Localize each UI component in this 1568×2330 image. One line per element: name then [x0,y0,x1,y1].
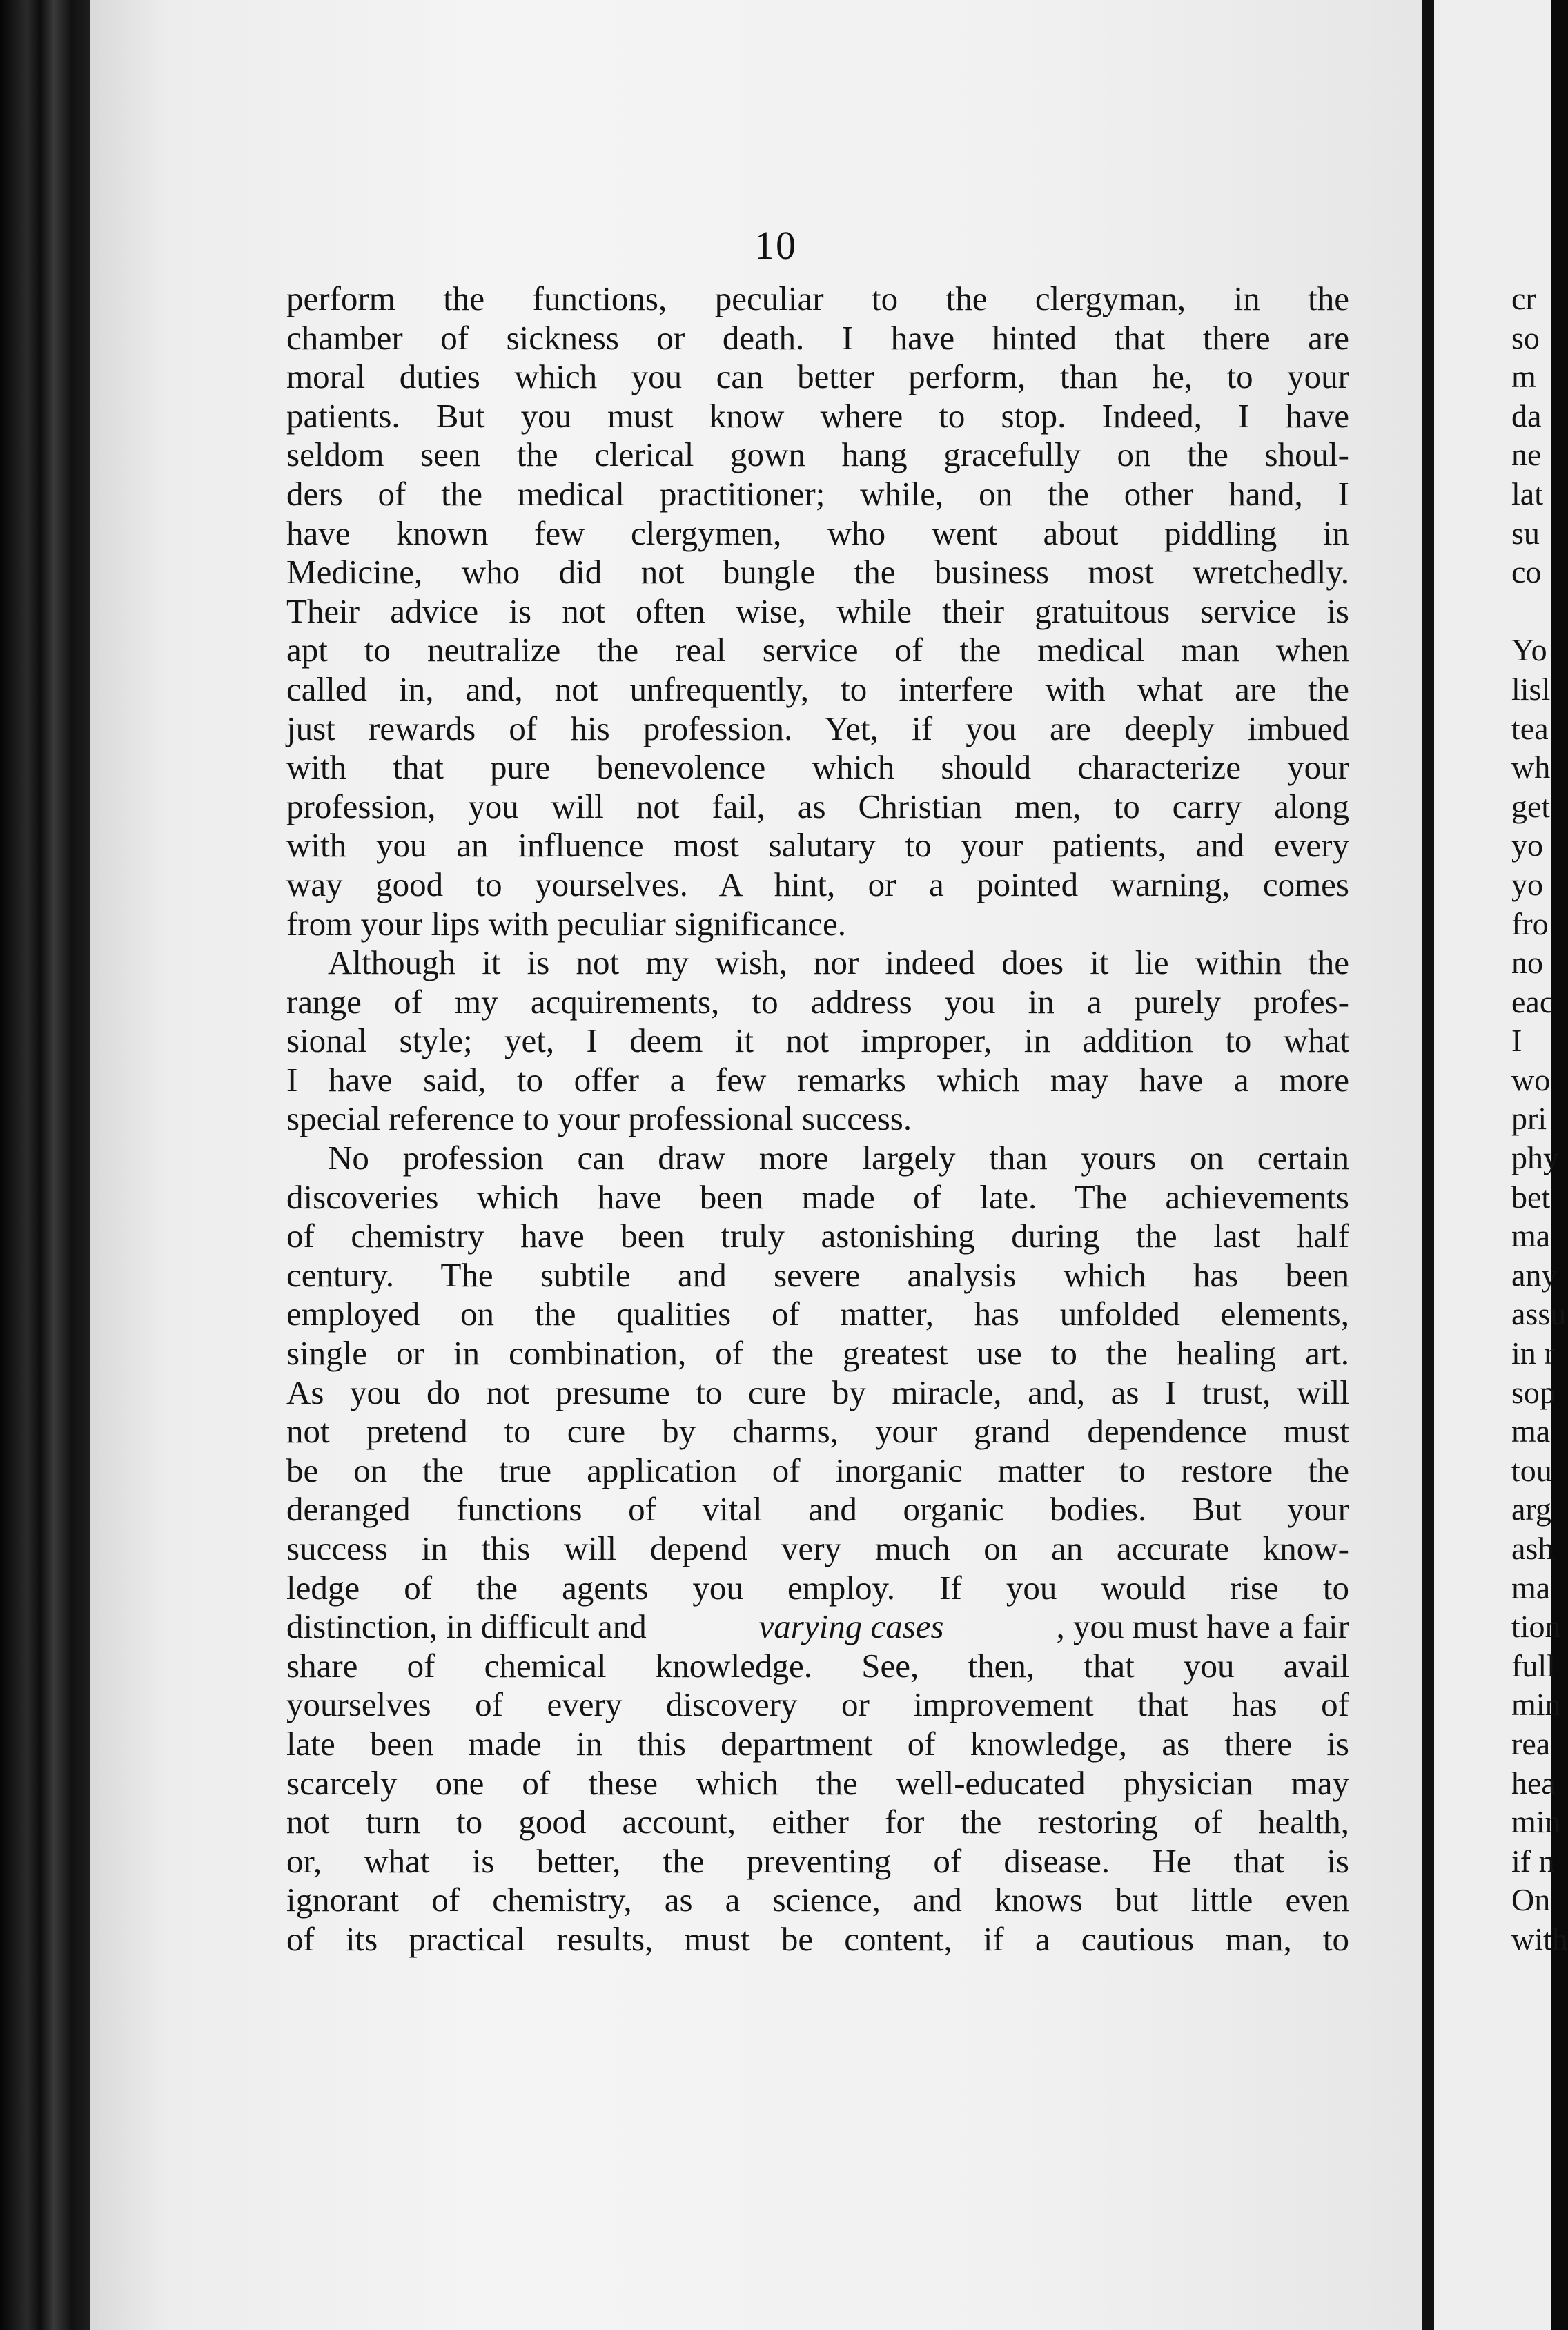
text-line: moral duties which you can better perform, than he, to your [286,358,1349,396]
facing-page-fragment: cr [1511,281,1536,316]
text-line: called in, and, not unfrequently, to interfere with what are the [286,669,1349,708]
text-line: ignorant of chemistry, as a science, and knows but little even [286,1881,1349,1919]
facing-page-fragment: min [1511,1687,1561,1723]
text-line: special reference to your professional success. [286,1099,912,1138]
text-line: seldom seen the clerical gown hang gracefully on the shoul- [286,435,1349,474]
text-line: perform the functions, peculiar to the clergyman, in the [286,280,1349,317]
facing-page-fragment: yo [1511,828,1543,863]
text-line: yourselves of every discovery or improvement that has of [286,1685,1349,1724]
facing-page-fragment: min [1511,1804,1561,1840]
facing-page-fragment [1511,592,1551,632]
text-line: have known few clergymen, who went about piddling in [286,513,1349,552]
text-line: sional style; yet, I deem it not improper, in addition to what [286,1021,1349,1060]
text-line: of chemistry have been truly astonishing during the last half [286,1217,1349,1255]
text-line: ledge of the agents you employ. If you would rise to [286,1568,1349,1607]
facing-page-fragment: no [1511,945,1543,981]
facing-page-fragment: with [1511,1921,1568,1957]
text-line: scarcely one of these which the well-educated physician may [286,1763,1349,1802]
facing-page-fragment: ma [1511,1569,1551,1605]
text-line: Their advice is not often wise, while their gratuitous service is [286,591,1349,630]
text-line: not turn to good account, either for the restoring of health, [286,1803,1349,1841]
facing-page-fragment: su [1511,515,1540,551]
facing-page-fragment: On [1511,1882,1551,1918]
facing-page-fragment: tou [1511,1452,1552,1488]
text-span: distinction, in difficult and [286,1607,647,1646]
text-line: just rewards of his profession. Yet, if you are deeply imbued [286,709,1349,747]
text-line: share of chemical knowledge. See, then, that you avail [286,1646,1349,1685]
facing-page-fragment: in r [1511,1335,1555,1371]
facing-page-fragment: ma [1511,1413,1551,1449]
text-line: No profession can draw more largely than yours on certain [328,1139,1349,1177]
facing-page-fragment: bet [1511,1179,1551,1215]
text-line: employed on the qualities of matter, has unfolded elements, [286,1295,1349,1333]
facing-page-fragment: ash [1511,1531,1554,1566]
facing-page-fragment: Yo [1511,632,1547,668]
facing-page-fragment: rea [1511,1725,1551,1761]
facing-page-fragment: lat [1511,476,1543,511]
text-line-with-italic [286,1607,1349,1647]
text-line: of its practical results, must be content, if a cautious man, to [286,1919,1349,1958]
facing-page-fragment: wo [1511,1061,1551,1097]
text-line: deranged functions of vital and organic bodies. But your [286,1490,1349,1529]
facing-page-fragment: full [1511,1647,1556,1683]
paragraph-2 [286,943,1349,1139]
facing-page-fragment: wh [1511,750,1551,785]
text-line: be on the true application of inorganic matter to restore the [286,1451,1349,1489]
page-number: 10 [754,223,797,268]
text-line: with you an influence most salutary to your patients, and every [286,826,1349,865]
text-line: single or in combination, of the greatest use to the healing art. [286,1334,1349,1373]
text-line: with that pure benevolence which should characterize your [286,748,1349,787]
facing-page-fragment: pri [1511,1101,1547,1137]
facing-page-text-fragments [1511,280,1568,1959]
text-line: or, what is better, the preventing of disease. He that is [286,1841,1349,1880]
facing-page-fragment: m [1511,359,1536,395]
facing-page-fragment: tion [1511,1609,1561,1645]
binding-edge [0,0,90,2330]
text-line: Medicine, who did not bungle the business most wretchedly. [286,553,1349,591]
text-line: way good to yourselves. A hint, or a pointed warning, comes [286,865,1349,903]
paragraph-1 [286,280,1349,943]
text-line: patients. But you must know where to stop. Indeed, I have [286,396,1349,435]
facing-page-fragment: arg [1511,1491,1551,1527]
text-line: century. The subtile and severe analysis which has been [286,1255,1349,1294]
facing-page-fragment: hea [1511,1765,1556,1801]
page-body-text [286,280,1349,1959]
italic-phrase: varying cases [758,1607,944,1646]
facing-page-fragment: ne [1511,437,1542,473]
facing-page-fragment: I [1511,1023,1522,1059]
facing-page-fragment: lisl [1511,671,1551,707]
text-line: range of my acquirements, to address you in a purely profes- [286,982,1349,1021]
facing-page-fragment: any [1511,1257,1558,1293]
facing-page-fragment: yo [1511,866,1543,902]
facing-page-fragment: assu [1511,1296,1567,1332]
text-line: profession, you will not fail, as Christian men, to carry along [286,787,1349,825]
text-line: I have said, to offer a few remarks which may have a more [286,1060,1349,1099]
facing-page-fragment: if n [1511,1843,1555,1879]
facing-page-fragment: ma [1511,1218,1551,1254]
text-line: not pretend to cure by charms, your grand dependence must [286,1412,1349,1451]
text-line: As you do not presume to cure by miracle, and, as I trust, will [286,1373,1349,1411]
facing-page-fragment: da [1511,398,1542,433]
facing-page-fragment: fro [1511,905,1549,941]
facing-page-fragment: tea [1511,710,1549,746]
text-line: success in this will depend very much on an accurate know- [286,1529,1349,1567]
page-gutter [1422,0,1434,2330]
text-line: ders of the medical practitioner; while, on the other hand, I [286,474,1349,513]
text-line: from your lips with peculiar significance. [286,904,846,943]
facing-page-fragment: eac [1511,983,1554,1019]
facing-page-fragment: sop [1511,1374,1556,1410]
facing-page-fragment: so [1511,320,1540,355]
facing-page-fragment: co [1511,554,1542,590]
text-line: Although it is not my wish, nor indeed does it lie within the [328,943,1349,982]
text-span: , you must have a fair [1056,1607,1349,1646]
text-line: late been made in this department of knowledge, as there is [286,1724,1349,1763]
facing-page-fragment: get [1511,788,1551,824]
text-line: discoveries which have been made of late. The achievements [286,1177,1349,1216]
text-line: chamber of sickness or death. I have hinted that there are [286,318,1349,357]
paragraph-3 [286,1139,1349,1959]
facing-page-fragment: phy [1511,1140,1559,1176]
text-line: apt to neutralize the real service of the medical man when [286,631,1349,669]
